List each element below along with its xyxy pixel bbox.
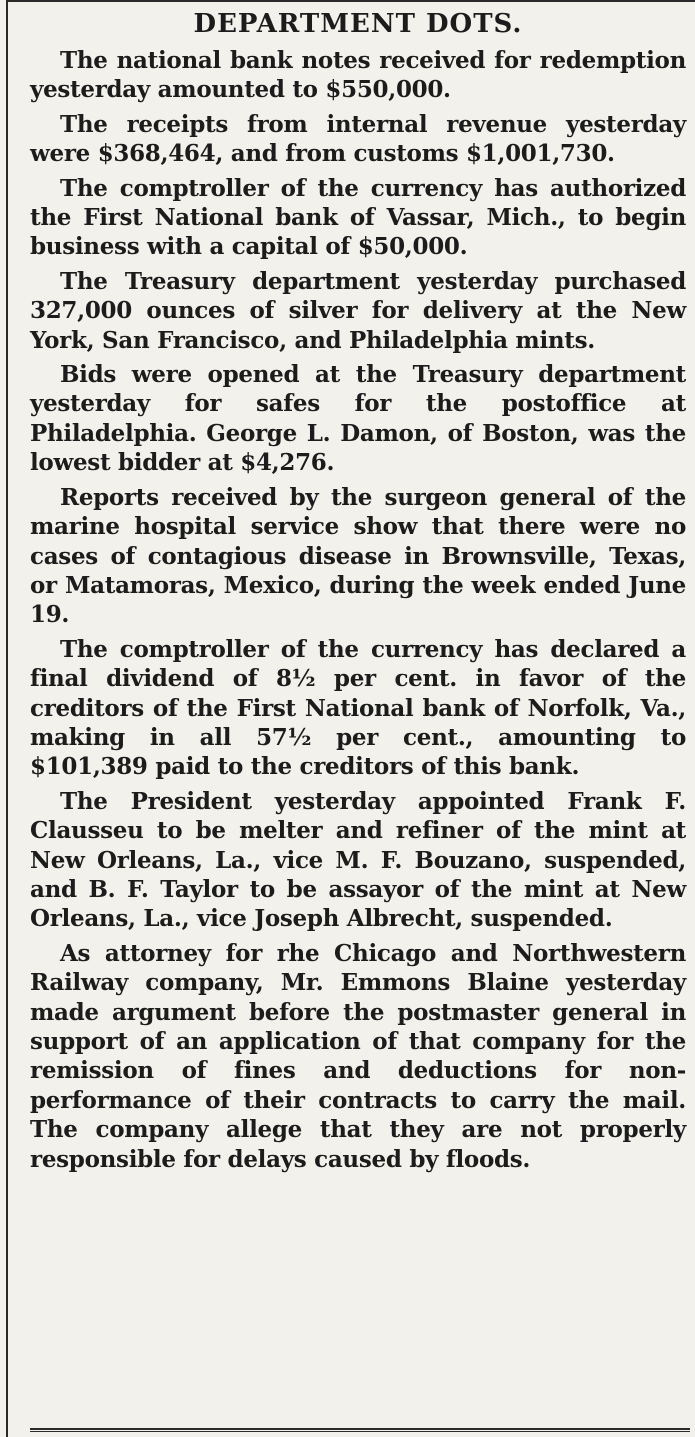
paragraph-dividend: The comptroller of the currency has declared a final dividend of 8½ per cent. in favor of the creditors of the First National bank of Norfolk, Va., making in all 57½ per cent., amounting to $101,389 paid to the creditors of this bank. xyxy=(30,635,686,781)
column-rule-top xyxy=(6,0,695,2)
paragraph-appointments: The President yesterday appointed Frank F. Clausseu to be melter and refiner of the mint at New Orleans, La., vice M. F. Bouzano, suspended, and B. F. Taylor to be assayor of the mint at New Orleans, La., vice Joseph Albrecht, suspended. xyxy=(30,787,686,933)
paragraph-safes-bids: Bids were opened at the Treasury department yesterday for safes for the postoffice at Philadelphia. George L. Damon, of Boston, was the lowest bidder at $4,276. xyxy=(30,361,686,477)
column-rule-left xyxy=(6,0,8,1437)
paragraph-railway: As attorney for rhe Chicago and Northwestern Railway company, Mr. Emmons Blaine yesterday made argument before the postmaster general in support of an application of that company for the remission of fines and deductions for non-performance of their contracts to carry the mail. The company allege that they are not properly responsible for delays caused by floods. xyxy=(30,939,686,1173)
paragraph-surgeon-general: Reports received by the surgeon general of the marine hospital service show that there were no cases of contagious disease in Brownsville, Texas, or Matamoras, Mexico, during the week ended June 19. xyxy=(30,483,686,629)
article-headline: DEPARTMENT DOTS. xyxy=(193,9,523,39)
article-end-rule xyxy=(30,1428,690,1432)
paragraph-bank-notes: The national bank notes received for redemption yesterday amounted to $550,000. xyxy=(30,47,686,104)
paragraph-vassar-bank: The comptroller of the currency has authorized the First National bank of Vassar, Mich., to begin business with a capital of $50,000. xyxy=(30,174,686,261)
article-column xyxy=(30,6,686,1174)
paragraph-silver-purchase: The Treasury department yesterday purchased 327,000 ounces of silver for delivery at the New York, San Francisco, and Philadelphia mints. xyxy=(30,267,686,354)
paragraph-receipts: The receipts from internal revenue yesterday were $368,464, and from customs $1,001,730. xyxy=(30,110,686,168)
